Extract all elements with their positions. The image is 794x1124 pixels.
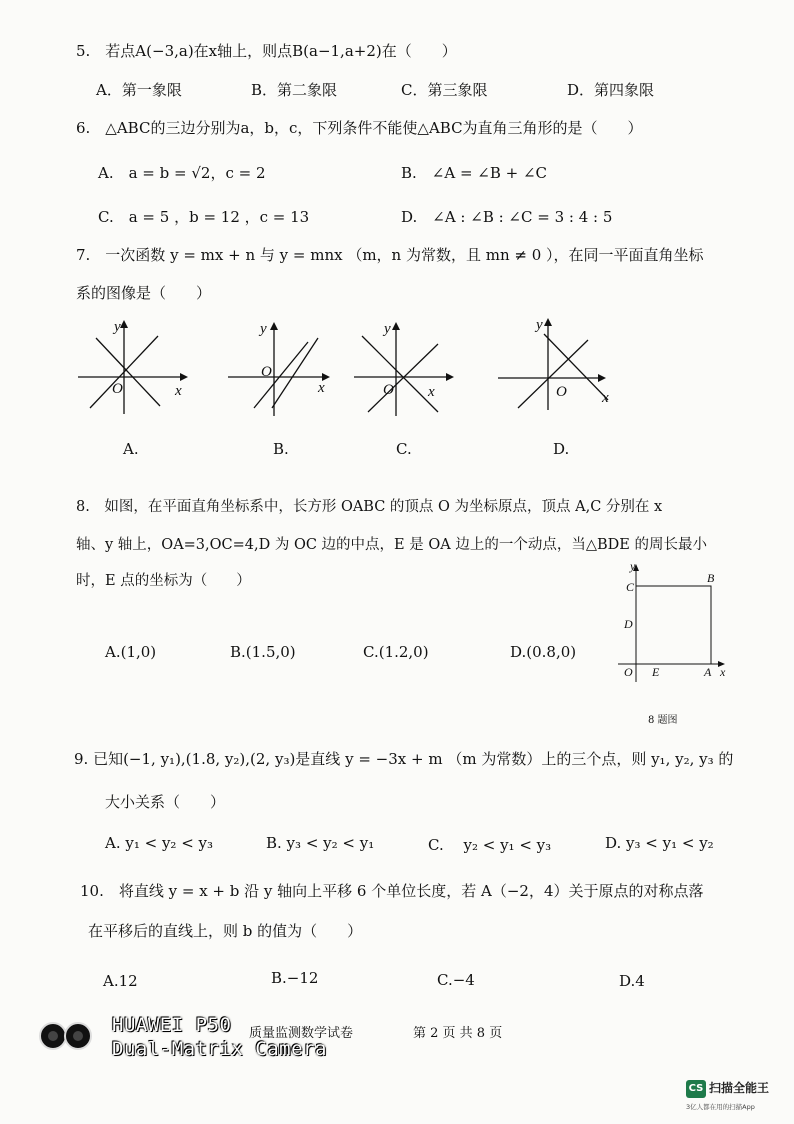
q7-label-a: A. xyxy=(123,440,139,458)
q10-option-c: C.−4 xyxy=(437,971,475,989)
q7c-origin-label: O xyxy=(383,382,394,398)
q8-fig-d-label: D xyxy=(624,617,633,631)
scanner-app-subtitle: 3亿人都在用的扫描App xyxy=(686,1103,755,1111)
q6-option-c: C. a = 5 ，b = 12 ，c = 13 xyxy=(98,208,310,226)
q8-option-d: D.(0.8,0) xyxy=(510,643,577,661)
q8-fig-x-label: x xyxy=(720,665,726,679)
q5-option-d: D．第四象限 xyxy=(567,81,655,99)
camera-watermark-line1: HUAWEI P50 xyxy=(112,1014,232,1036)
q7a-origin-label: O xyxy=(112,381,123,397)
q8-stem-line1: 8. 如图，在平面直角坐标系中，长方形 OABC 的顶点 O 为坐标原点，顶点 A,C 分别在 x xyxy=(76,499,663,515)
q7d-y-label: y xyxy=(536,317,543,333)
q8-fig-c-label: C xyxy=(626,580,635,594)
q7a-x-label: x xyxy=(175,383,182,399)
q7c-y-label: y xyxy=(384,321,391,337)
q10-stem-line1: 10. 将直线 y = x + b 沿 y 轴向上平移 6 个单位长度，若 A（−2，4）关于原点的对称点落 xyxy=(80,882,704,900)
q8-option-c: C.(1.2,0) xyxy=(363,643,429,661)
q7-graph-d xyxy=(498,312,618,412)
q8-figure-caption: 8 题图 xyxy=(648,715,678,726)
camera-watermark-line2: Dual-Matrix Camera xyxy=(112,1038,327,1060)
q9-option-a: A. y₁ < y₂ < y₃ xyxy=(105,834,214,852)
q8-fig-a-label: A xyxy=(704,665,712,679)
q7-stem-line2: 系的图像是（ ） xyxy=(76,284,212,302)
q9-stem-line1: 9. 已知(−1, y₁),(1.8, y₂),(2, y₃)是直线 y = −3x + m （m 为常数）上的三个点，则 y₁, y₂, y₃ 的 xyxy=(74,750,734,768)
q8-stem-line3: 时，E 点的坐标为（ ） xyxy=(76,573,251,589)
q6-option-b: B. ∠A = ∠B + ∠C xyxy=(401,164,548,182)
q5-option-b: B．第二象限 xyxy=(251,81,338,99)
q7c-x-label: x xyxy=(428,384,435,400)
q6-option-a: A. a = b = √2，c = 2 xyxy=(98,164,266,182)
scanner-app-title: 扫描全能王 xyxy=(709,1081,770,1095)
q7-stem-line1: 7. 一次函数 y = mx + n 与 y = mnx （m，n 为常数，且 mn ≠ 0 ），在同一平面直角坐标 xyxy=(76,246,704,264)
q7d-x-label: x xyxy=(602,390,609,406)
q8-fig-o-label: O xyxy=(624,665,633,679)
q10-option-a: A.12 xyxy=(103,972,138,990)
q7d-origin-label: O xyxy=(556,384,567,400)
q8-figure xyxy=(612,558,737,688)
q7-label-c: C. xyxy=(396,440,412,458)
q8-fig-e-label: E xyxy=(652,665,660,679)
q9-stem-line2: 大小关系（ ） xyxy=(105,793,226,811)
page-number: 第 2 页 共 8 页 xyxy=(413,1026,503,1041)
camscanner-logo-icon: CS xyxy=(686,1080,706,1098)
q7b-origin-label: O xyxy=(261,364,272,380)
q7b-x-label: x xyxy=(318,380,325,396)
q5-option-c: C．第三象限 xyxy=(401,81,488,99)
q9-option-d: D. y₃ < y₁ < y₂ xyxy=(605,834,714,852)
q5-stem: 5. 若点A(−3,a)在x轴上，则点B(a−1,a+2)在（ ） xyxy=(76,42,457,60)
q9-option-c: C. y₂ < y₁ < y₃ xyxy=(428,836,552,854)
q8-fig-b-label: B xyxy=(707,571,715,585)
q10-option-d: D.4 xyxy=(619,972,645,990)
q7-label-d: D. xyxy=(553,440,570,458)
q7b-y-label: y xyxy=(260,321,267,337)
q8-fig-y-label: y xyxy=(630,559,636,573)
q7-graph-b xyxy=(228,318,338,418)
q8-stem-line2: 轴、y 轴上，OA=3,OC=4,D 为 OC 边的中点，E 是 OA 边上的一个动点，当△BDE 的周长最小 xyxy=(76,537,707,553)
q6-stem: 6. △ABC的三边分别为a，b，c，下列条件不能使△ABC为直角三角形的是（ ） xyxy=(76,119,643,137)
q7a-y-label: y xyxy=(114,319,121,335)
q10-option-b: B.−12 xyxy=(271,969,319,987)
q7-label-b: B. xyxy=(273,440,289,458)
q8-option-b: B.(1.5,0) xyxy=(230,643,296,661)
q9-option-b: B. y₃ < y₂ < y₁ xyxy=(266,834,375,852)
exam-title: 质量监测数学试卷 xyxy=(249,1026,354,1041)
camera-lens-icon xyxy=(38,1018,98,1054)
q5-option-a: A．第一象限 xyxy=(96,81,182,99)
q8-option-a: A.(1,0) xyxy=(105,643,157,661)
q6-option-d: D. ∠A : ∠B : ∠C = 3 : 4 : 5 xyxy=(401,208,613,226)
q10-stem-line2: 在平移后的直线上，则 b 的值为（ ） xyxy=(88,922,363,940)
q7-graph-a xyxy=(78,316,193,416)
q7-graph-c xyxy=(354,318,464,418)
